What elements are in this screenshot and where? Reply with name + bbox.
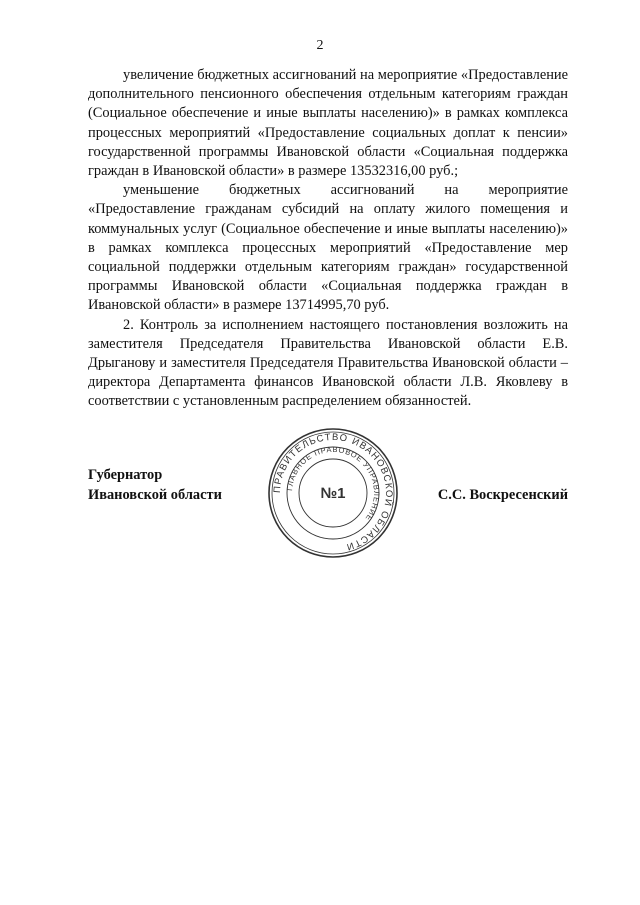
page-number: 2 — [316, 38, 324, 53]
document-body — [88, 66, 568, 412]
paragraph-budget-increase: увеличение бюджетных ассигнований на мероприятие «Предоставление дополнительного пенсионного обеспечения отдельным категориям граждан (Социальное обеспечение и иные выплаты населению)» в рамках комплекса процессных мероприятий «Предоставление социальных доплат к пенсии» государственной программы Ивановской области «Социальная поддержка граждан в Ивановской области» в размере 13532316,00 руб.; — [88, 67, 568, 180]
seal-center-text: №1 — [320, 485, 346, 502]
signatory-name: С.С. Воскресенский — [437, 486, 568, 503]
paragraph-control-assignment: 2. Контроль за исполнением настоящего постановления возложить на заместителя Председателя Правительства Ивановской области Е.В. Дрыганову и заместителя Председателя Правительства Ивановской области – директора Департамента финансов Ивановской области Л.В. Яковлеву в соответствии с установленным распределением обязанностей. — [88, 316, 568, 410]
seal-outer-text: ПРАВИТЕЛЬСТВО ИВАНОВСКОЙ ОБЛАСТИ — [271, 431, 395, 553]
signatory-position — [88, 466, 222, 505]
seal-inner-text: ГЛАВНОЕ ПРАВОВОЕ УПРАВЛЕНИЕ — [285, 444, 382, 524]
official-seal — [266, 426, 400, 560]
paragraph-budget-decrease: уменьшение бюджетных ассигнований на мероприятие «Предоставление гражданам субсидий на оплату жилого помещения и коммунальных услуг (Социальное обеспечение и иные выплаты населению)» в рамках комплекса процессных мероприятий «Предоставление мер социальной поддержки отдельным категориям граждан» государственной программы Ивановской области «Социальная поддержка граждан в Ивановской области» в размере 13714995,70 руб. — [88, 182, 568, 314]
signatory-position-line1: Губернатор — [88, 467, 163, 483]
signature-block — [88, 431, 568, 586]
signatory-position-line2: Ивановской области — [88, 486, 222, 503]
